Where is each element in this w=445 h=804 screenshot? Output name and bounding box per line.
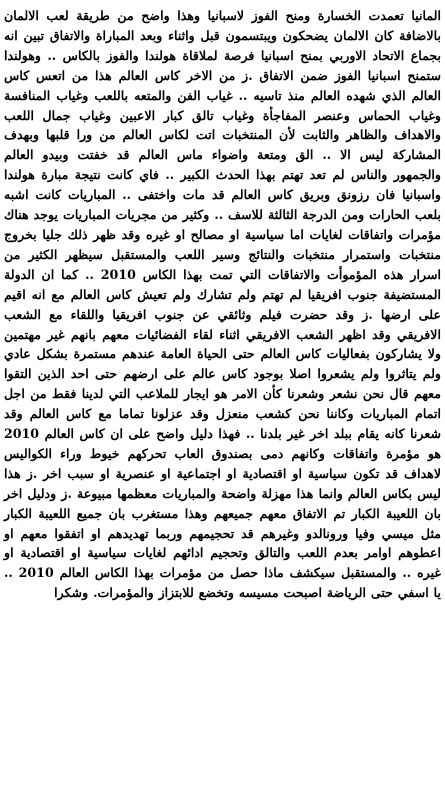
article-body: المانيا تعمدت الخسارة ومنح الفوز لاسبانيا وهذا واضح من طريقة لعب الالمان بالاضافة كان الالمان يضحكون ويبتسمون قبل واثناء وبعد المباراة والاتفاق تبين انه بجماع الاتحاد الاوربي بمنح اسبانيا فرصة لملاقاة هولندا والفوز بالكاس .. وهولندا ستمنح اسبانيا الفوز ضمن الاتفاق .ز من الاخر كاس العالم هذا من اتعس كاس العالم الذي شهده العالم منذ تاسيه .. غياب الفن والمتعه باللعب وغياب المنافسة وغياب الحماس وعنصر المفاجأة وغياب تالق كبار الاعبين وغياب جمال اللعب والاهداف والظاهر والثابت لأن المنتخبات اتت لكاس العالم من ورا قلبها وبهدف المشاركة ليس الا .. الق ومتعة واضواء ماس العالم قد خفتت وبيدو العالم والجمهور والناس لم تعد تهتم بهذا الحدث الكبير .. فاي كانت نتيجة مبارة هولندا واسبانيا فان رزونق وبريق كاس العالم قد مات واختفى .. المباريات كانت اشبه بلعب الحارات ومن الدرجة الثالثة للاسف .. وكثير من مجريات المباريات يوجد هناك مؤمرات واتفاقات لغايات اما سياسية او مصالح او غيره وقد ظهر ذلك جليا بخروج منتخبات واستمرار منتخبات والنتائج وسير اللعب والمستقبل سيظهر الكثير من اسرار هذه المؤموأت والاتفاقات التي تمت بهذا الكاس 2010 .. كما ان الدولة المستضيفة جنوب افريقيا لم تهتم ولم تشارك ولم تعيش كاس العالم مع انه اقيم على ارضها .ز وقد حضرت فيلم وثائقي عن جنوب افريقيا واللقاء مع الشعب الافريقي وقد اظهر الشعب الافريقي اثناء لقاء الفضائيات معهم بانهم غير مهتمين ولا يشاركون بفعاليات كاس العالم حتى الحياة العامة عندهم مستمرة بشكل عادي ولم يتاثروا ولم يشعروا اصلا بوجود كاس عالم على ارضهم حتى احد الذين التقوا معهم قال نحن نشعر وشعرنا كأن الامر هو ايجار للملاعب التي لدينا فقط من اجل اتمام المباريات وكاننا نحن كشعب منعزل وقد عزلونا تماما مع كاس العالم وقد شعرنا كانه يقام ببلد اخر غير بلدنا .. فهذا دليل واضح على ان كاس العالم 2010 هو مؤمرة واتفاقات وكانهم دمى بصندوق العاب تحركهم خيوط وراء الكواليس لاهداف قد تكون سياسية او اقتصادية او اجتماعية او عنصرية او سبب اخر .ز هذا ليس بكاس العالم وانما هذا مهزلة واضحة والمباريات معظمها مبيوعة .ز ودليل اخر بان اللعيبة الكبار تم الاتفاق معهم جميعهم وهذا مستغرب بان جميع اللعيبة الكبار مثل ميسي وفيا ورونالدو وغيرهم قد تحجيمهم وربما تهديدهم او اتفقوا معهم او اعطوهم اوامر بعدم اللعب والتالق وتحجيم ادائهم لغايات سياسية او اقتصادية او غيره .. والمستقبل سيكشف ماذا حصل من مؤمرات بهذا الكاس العالم 2010 .. يا اسفي حتى الرياضة اصبحت مسيسه وتخضع للابتزاز والمؤمرات. وشكرا [4,8,441,601]
